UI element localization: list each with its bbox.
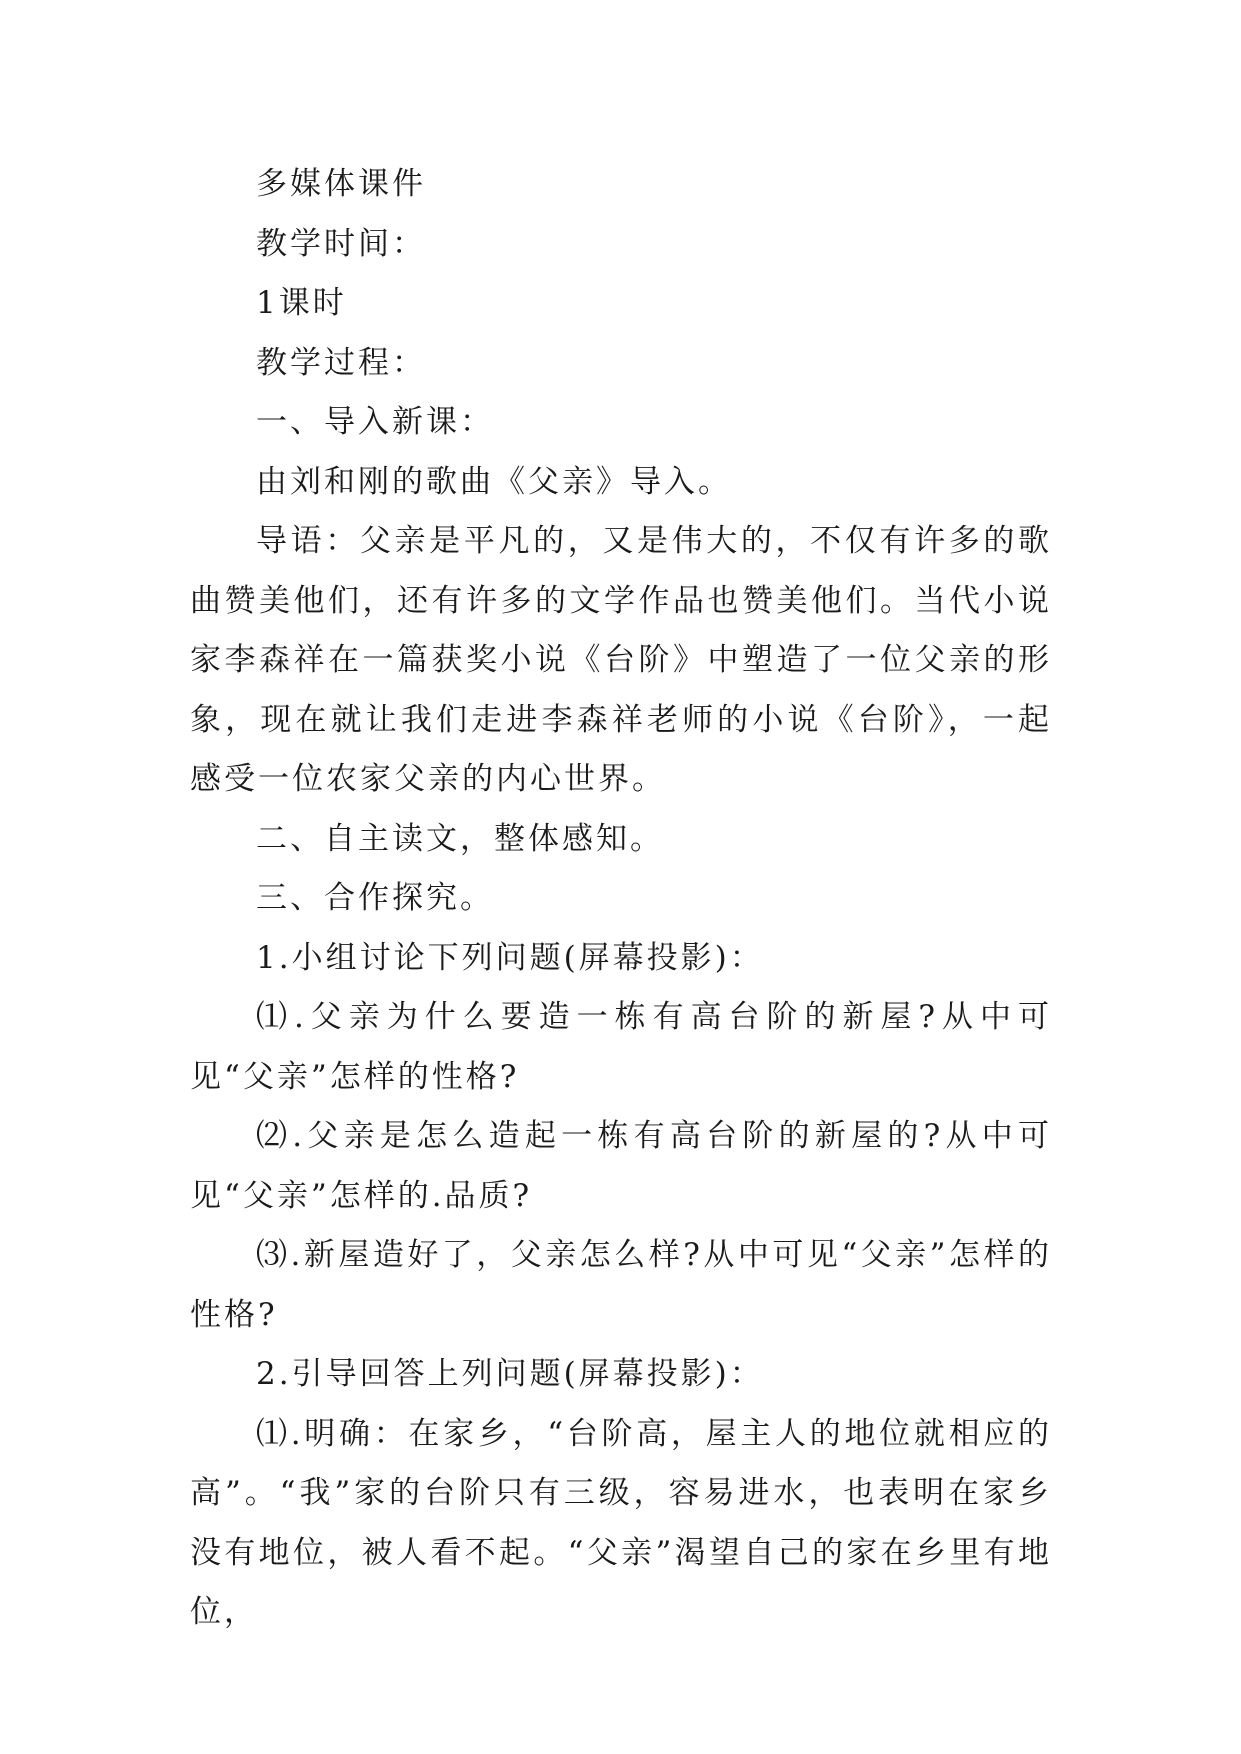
section-heading-cooperative-inquiry: 三、合作探究。 [256, 880, 494, 916]
question-item-2: ⑵.父亲是怎么造起一栋有高台阶的新屋的?从中可见“父亲”怎样的.品质? [190, 1118, 1052, 1214]
question-item-3: ⑶.新屋造好了，父亲怎么样?从中可见“父亲”怎样的性格? [190, 1237, 1052, 1333]
question-item-1: ⑴.父亲为什么要造一栋有高台阶的新屋?从中可见“父亲”怎样的性格? [190, 999, 1052, 1095]
document-body [190, 155, 1052, 1643]
paragraph-introduction-song: 由刘和刚的歌曲《父亲》导入。 [256, 463, 732, 500]
section-heading-self-reading: 二、自主读文，整体感知。 [256, 820, 664, 857]
paragraph-teaching-process-label: 教学过程： [256, 344, 426, 381]
paragraph-group-discussion: 1.小组讨论下列问题(屏幕投影)： [256, 939, 764, 976]
paragraph-teaching-time-label: 教学时间： [256, 225, 426, 262]
paragraph-teaching-time-value: 1课时 [256, 285, 347, 321]
section-heading-introduction: 一、导入新课： [256, 404, 494, 440]
paragraph-materials: 多媒体课件 [256, 166, 426, 202]
paragraph-guided-answers: 2.引导回答上列问题(屏幕投影)： [256, 1356, 764, 1392]
paragraph-lead-in: 导语：父亲是平凡的，又是伟大的，不仅有许多的歌曲赞美他们，还有许多的文学作品也赞美他们。当代小说家李森祥在一篇获奖小说《台阶》中塑造了一位父亲的形象，现在就让我们走进李森祥老师的小说《台阶》，一起感受一位农家父亲的内心世界。 [190, 523, 1052, 797]
answer-item-1: ⑴.明确：在家乡，“台阶高，屋主人的地位就相应的高”。“我”家的台阶只有三级，容易进水，也表明在家乡没有地位，被人看不起。“父亲”渴望自己的家在乡里有地位， [190, 1415, 1052, 1630]
